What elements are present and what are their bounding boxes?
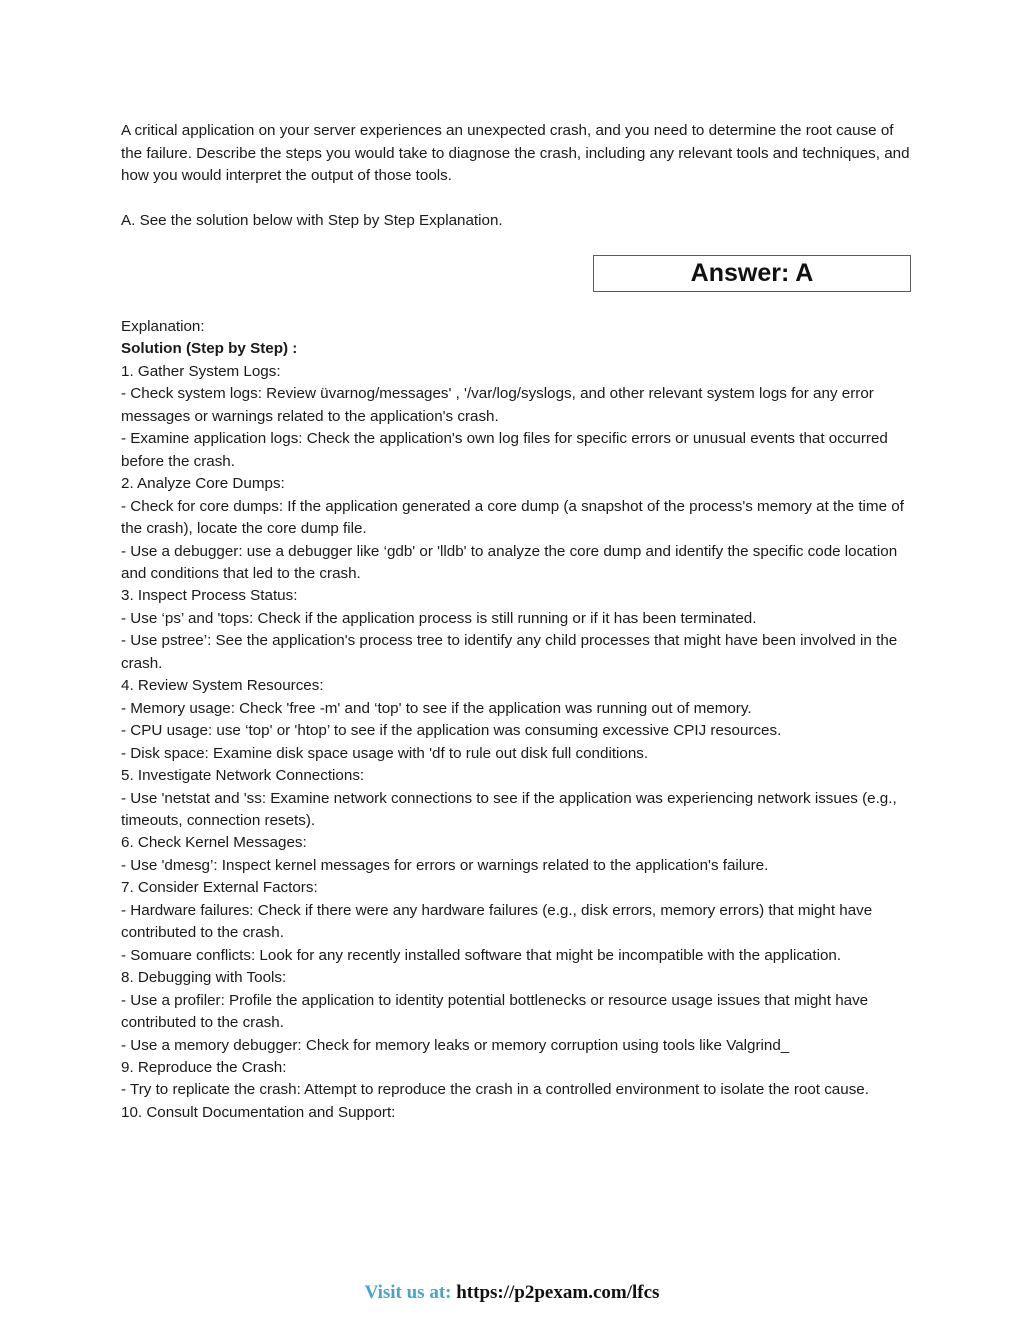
footer-visit-label: Visit us at: bbox=[364, 1282, 452, 1303]
explanation-heading: Explanation: bbox=[121, 318, 205, 335]
footer bbox=[0, 1281, 1024, 1305]
explanation-line: - Hardware failures: Check if there were any hardware failures (e.g., disk errors, memory errors) that might have contributed to the crash. bbox=[121, 901, 873, 942]
explanation-line: - Disk space: Examine disk space usage with 'df to rule out disk full conditions. bbox=[121, 744, 649, 762]
answer-box bbox=[593, 255, 911, 292]
explanation-line: - Use a memory debugger: Check for memory leaks or memory corruption using tools like Valgrind_ bbox=[121, 1036, 790, 1054]
explanation-line: - Try to replicate the crash: Attempt to reproduce the crash in a controlled environment to isolate the root cause. bbox=[121, 1081, 869, 1099]
explanation-line: - Examine application logs: Check the application's own log files for specific errors or unusual events that occurred before the crash. bbox=[121, 430, 888, 470]
explanation-line: 10. Consult Documentation and Support: bbox=[121, 1103, 396, 1121]
answer-label: Answer: A bbox=[690, 259, 814, 287]
explanation-line: - CPU usage: use ‘top' or 'htop’ to see if the application was consuming excessive CPIJ resources. bbox=[121, 722, 782, 740]
explanation-line: 1. Gather System Logs: bbox=[121, 362, 281, 380]
explanation-line: - Use 'dmesg’: Inspect kernel messages for errors or warnings related to the application's failure. bbox=[121, 856, 769, 874]
explanation-line: - Memory usage: Check 'free -m' and ‘top' to see if the application was running out of memory. bbox=[121, 699, 752, 717]
solution-title: Solution (Step by Step) : bbox=[121, 340, 298, 358]
explanation-line: - Use ‘ps’ and 'tops: Check if the application process is still running or if it has been terminated. bbox=[121, 609, 757, 627]
explanation-line: 8. Debugging with Tools: bbox=[121, 969, 287, 987]
explanation-line: 3. Inspect Process Status: bbox=[121, 587, 298, 605]
explanation-line: - Use pstree’: See the application's process tree to identify any child processes that might have been involved in the crash. bbox=[121, 632, 898, 672]
explanation-line: - Use a profiler: Profile the application to identity potential bottlenecks or resource usage issues that might have contributed to the crash. bbox=[121, 991, 869, 1032]
explanation-line: - Use 'netstat and 'ss: Examine network connections to see if the application was experiencing network issues (e.g., timeouts, connection resets). bbox=[121, 789, 897, 829]
explanation-line: 9. Reproduce the Crash: bbox=[121, 1058, 287, 1076]
option-a: A. See the solution below with Step by Step Explanation. bbox=[121, 212, 503, 229]
explanation-line: 7. Consider External Factors: bbox=[121, 879, 318, 897]
explanation-line: 4. Review System Resources: bbox=[121, 677, 324, 695]
explanation-line: 5. Investigate Network Connections: bbox=[121, 767, 365, 785]
question-text: A critical application on your server experiences an unexpected crash, and you need to determine the root cause of the failure. Describe the steps you would take to diagnose the crash, including any relevant tools and techniques, and how you would interpret the output of those tools. bbox=[121, 122, 910, 185]
explanation-line: 6. Check Kernel Messages: bbox=[121, 834, 307, 852]
explanation-line: - Use a debugger: use a debugger like ‘gdb' or 'lldb' to analyze the core dump and identify the specific code location and conditions that led to the crash. bbox=[121, 542, 898, 582]
explanation-section bbox=[121, 316, 911, 1124]
explanation-line: - Somuare conflicts: Look for any recently installed software that might be incompatible with the application. bbox=[121, 946, 842, 964]
explanation-line: - Check system logs: Review üvarnog/messages' , '/var/log/syslogs, and other relevant system logs for any error messages or warnings related to the application's crash. bbox=[121, 385, 874, 425]
explanation-line: - Check for core dumps: If the application generated a core dump (a snapshot of the process's memory at the time of the crash), locate the core dump file. bbox=[121, 497, 904, 538]
footer-url-link[interactable]: https://p2pexam.com/lfcs bbox=[456, 1282, 660, 1303]
explanation-line: 2. Analyze Core Dumps: bbox=[121, 475, 285, 493]
